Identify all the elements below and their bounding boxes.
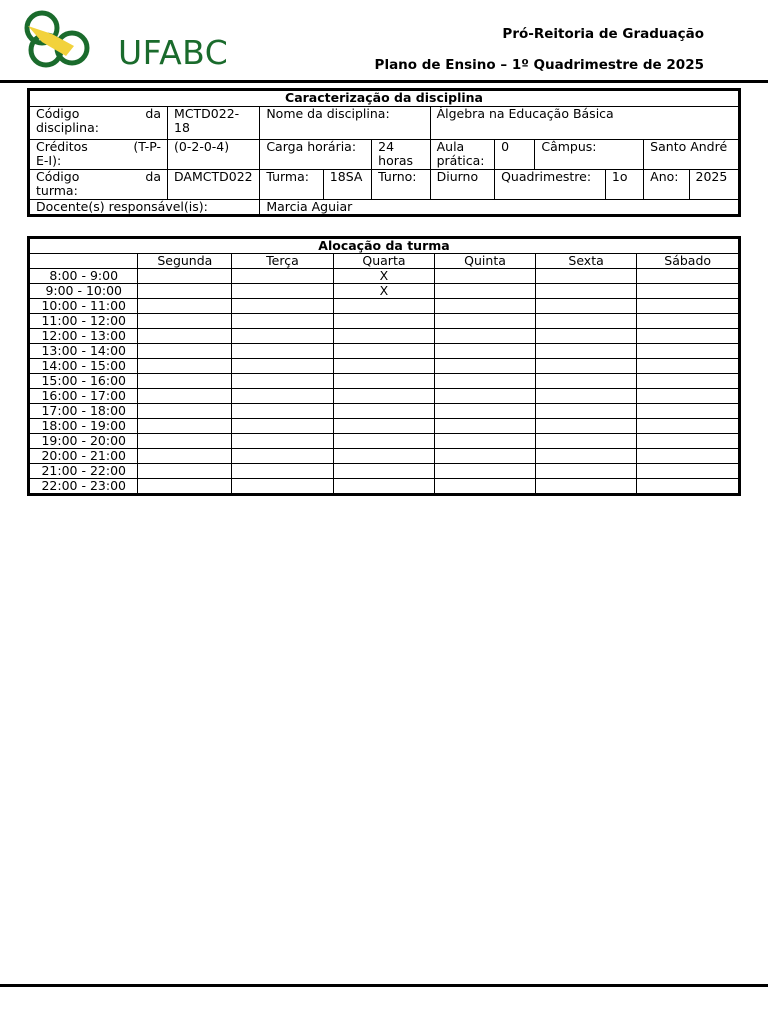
schedule-cell: [535, 464, 637, 479]
schedule-cell: [138, 374, 232, 389]
schedule-cell: [232, 404, 333, 419]
schedule-cell: [637, 329, 740, 344]
schedule-cell: [138, 419, 232, 434]
plan-title: Plano de Ensino – 1º Quadrimestre de 2025: [374, 57, 704, 73]
schedule-row: [29, 419, 740, 434]
campus-label: Câmpus:: [535, 140, 644, 170]
schedule-cell: [435, 449, 536, 464]
schedule-row: [29, 404, 740, 419]
schedule-cell: [435, 374, 536, 389]
turma-label: Turma:: [260, 170, 323, 200]
schedule-cell: [138, 269, 232, 284]
schedule-cell: [138, 389, 232, 404]
ano-label: Ano:: [644, 170, 689, 200]
schedule-cell: [435, 479, 536, 495]
allocation-table: [27, 236, 741, 496]
schedule-cell: [138, 314, 232, 329]
schedule-cell: [232, 479, 333, 495]
schedule-row: [29, 299, 740, 314]
schedule-cell: [138, 299, 232, 314]
time-slot: 15:00 - 16:00: [29, 374, 138, 389]
schedule-cell: [535, 359, 637, 374]
quadrimestre-label: Quadrimestre:: [495, 170, 606, 200]
schedule-cell: [232, 269, 333, 284]
header-divider: [0, 80, 768, 83]
time-slot: 12:00 - 13:00: [29, 329, 138, 344]
schedule-cell: [333, 419, 435, 434]
schedule-cell: [435, 404, 536, 419]
schedule-cell: [333, 299, 435, 314]
schedule-cell: [435, 269, 536, 284]
schedule-cell: [138, 344, 232, 359]
schedule-cell: [637, 269, 740, 284]
schedule-cell: [138, 449, 232, 464]
time-slot: 21:00 - 22:00: [29, 464, 138, 479]
codigo-value: MCTD022- 18: [168, 107, 260, 140]
schedule-cell: [333, 314, 435, 329]
time-slot: 8:00 - 9:00: [29, 269, 138, 284]
time-slot: 18:00 - 19:00: [29, 419, 138, 434]
schedule-cell: [333, 449, 435, 464]
schedule-cell: [333, 464, 435, 479]
schedule-cell: [232, 434, 333, 449]
schedule-cell: X: [333, 284, 435, 299]
schedule-cell: [637, 359, 740, 374]
creditos-value: (0-2-0-4): [168, 140, 260, 170]
allocation-title: Alocação da turma: [29, 238, 740, 254]
turma-code-label: Código da turma:: [29, 170, 168, 200]
schedule-cell: [138, 284, 232, 299]
schedule-cell: [138, 479, 232, 495]
schedule-cell: [637, 389, 740, 404]
schedule-row: [29, 434, 740, 449]
turma-code-value: DAMCTD022: [168, 170, 260, 200]
schedule-cell: [138, 329, 232, 344]
ano-value: 2025: [689, 170, 739, 200]
schedule-cell: [435, 314, 536, 329]
schedule-cell: [435, 419, 536, 434]
campus-value: Santo André: [644, 140, 740, 170]
schedule-cell: [333, 374, 435, 389]
schedule-cell: [333, 329, 435, 344]
time-slot: 9:00 - 10:00: [29, 284, 138, 299]
turma-value: 18SA: [323, 170, 371, 200]
schedule-cell: [435, 389, 536, 404]
schedule-cell: [138, 404, 232, 419]
time-slot: 20:00 - 21:00: [29, 449, 138, 464]
schedule-cell: [232, 344, 333, 359]
day-header: Segunda: [138, 254, 232, 269]
nome-label: Nome da disciplina:: [260, 107, 430, 140]
schedule-row: [29, 269, 740, 284]
time-slot: 14:00 - 15:00: [29, 359, 138, 374]
schedule-cell: [637, 299, 740, 314]
schedule-cell: [535, 434, 637, 449]
carga-label: Carga horária:: [260, 140, 372, 170]
schedule-cell: [535, 374, 637, 389]
ufabc-logo: [22, 8, 229, 72]
schedule-cell: [535, 329, 637, 344]
schedule-cell: [535, 449, 637, 464]
schedule-cell: X: [333, 269, 435, 284]
schedule-cell: [232, 389, 333, 404]
time-slot: 11:00 - 12:00: [29, 314, 138, 329]
schedule-cell: [435, 344, 536, 359]
schedule-cell: [535, 269, 637, 284]
schedule-cell: [637, 344, 740, 359]
time-slot: 22:00 - 23:00: [29, 479, 138, 495]
schedule-cell: [535, 344, 637, 359]
turno-value: Diurno: [430, 170, 494, 200]
day-header: Sexta: [535, 254, 637, 269]
schedule-row: [29, 389, 740, 404]
time-header-empty: [29, 254, 138, 269]
schedule-cell: [535, 389, 637, 404]
quadrimestre-value: 1o: [605, 170, 643, 200]
carga-value: 24 horas: [372, 140, 430, 170]
day-header: Quinta: [435, 254, 536, 269]
schedule-cell: [232, 359, 333, 374]
schedule-cell: [535, 284, 637, 299]
schedule-cell: [333, 389, 435, 404]
day-header: Quarta: [333, 254, 435, 269]
schedule-cell: [535, 314, 637, 329]
docente-label: Docente(s) responsável(is):: [29, 200, 260, 216]
codigo-label: Código da disciplina:: [29, 107, 168, 140]
time-slot: 13:00 - 14:00: [29, 344, 138, 359]
schedule-row: [29, 284, 740, 299]
schedule-cell: [435, 464, 536, 479]
schedule-cell: [435, 284, 536, 299]
schedule-cell: [637, 374, 740, 389]
schedule-cell: [232, 419, 333, 434]
schedule-cell: [435, 359, 536, 374]
schedule-cell: [637, 284, 740, 299]
characterization-table: [27, 88, 741, 217]
schedule-row: [29, 479, 740, 495]
creditos-label: Créditos (T-P- E-I):: [29, 140, 168, 170]
day-header: Terça: [232, 254, 333, 269]
schedule-cell: [435, 299, 536, 314]
schedule-cell: [232, 299, 333, 314]
schedule-cell: [637, 404, 740, 419]
schedule-cell: [637, 434, 740, 449]
schedule-cell: [535, 299, 637, 314]
schedule-cell: [333, 479, 435, 495]
schedule-cell: [637, 449, 740, 464]
time-slot: 19:00 - 20:00: [29, 434, 138, 449]
turno-label: Turno:: [372, 170, 430, 200]
schedule-cell: [637, 314, 740, 329]
schedule-cell: [333, 359, 435, 374]
schedule-cell: [232, 464, 333, 479]
logo-text: UFABC: [118, 33, 229, 72]
aula-pratica-value: 0: [495, 140, 535, 170]
schedule-cell: [637, 419, 740, 434]
schedule-cell: [232, 329, 333, 344]
schedule-cell: [637, 479, 740, 495]
schedule-cell: [535, 419, 637, 434]
schedule-cell: [435, 329, 536, 344]
schedule-row: [29, 329, 740, 344]
ufabc-emblem-icon: [22, 8, 102, 70]
nome-value: Álgebra na Educação Básica: [430, 107, 739, 140]
docente-value: Marcia Aguiar: [260, 200, 740, 216]
schedule-cell: [637, 464, 740, 479]
schedule-cell: [535, 479, 637, 495]
schedule-cell: [232, 449, 333, 464]
schedule-row: [29, 449, 740, 464]
aula-pratica-label: Aula prática:: [430, 140, 494, 170]
office-title: Pró-Reitoria de Graduação: [502, 26, 704, 42]
schedule-row: [29, 374, 740, 389]
schedule-row: [29, 464, 740, 479]
schedule-cell: [333, 344, 435, 359]
day-header: Sábado: [637, 254, 740, 269]
time-slot: 17:00 - 18:00: [29, 404, 138, 419]
schedule-cell: [333, 404, 435, 419]
schedule-row: [29, 314, 740, 329]
schedule-cell: [435, 434, 536, 449]
schedule-cell: [138, 359, 232, 374]
time-slot: 10:00 - 11:00: [29, 299, 138, 314]
schedule-cell: [333, 434, 435, 449]
schedule-cell: [232, 374, 333, 389]
schedule-row: [29, 359, 740, 374]
schedule-cell: [138, 434, 232, 449]
schedule-cell: [232, 284, 333, 299]
time-slot: 16:00 - 17:00: [29, 389, 138, 404]
schedule-cell: [535, 404, 637, 419]
characterization-title: Caracterização da disciplina: [29, 90, 740, 107]
schedule-cell: [138, 464, 232, 479]
schedule-cell: [232, 314, 333, 329]
schedule-row: [29, 344, 740, 359]
footer-divider: [0, 984, 768, 987]
